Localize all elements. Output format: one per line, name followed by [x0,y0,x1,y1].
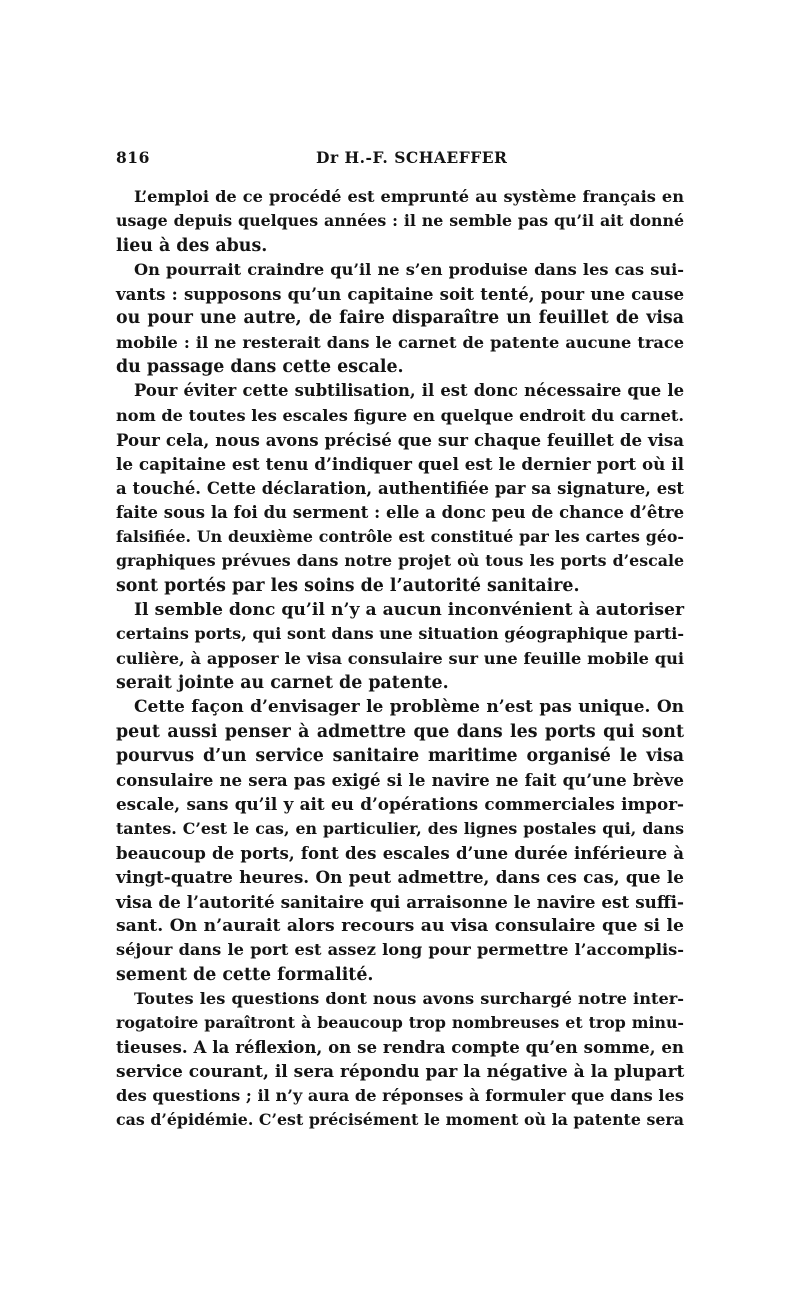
text-line: vingt-quatre heures. On peut admettre, dans ces cas, que le [116,867,684,888]
text-line: visa de l’autorité sanitaire qui arraisonne le navire est suffi- [116,891,684,912]
text-line: beaucoup de ports, font des escales d’une durée inférieure à [116,843,684,864]
paragraph [116,598,684,695]
text-line: usage depuis quelques années : il ne semble pas qu’il ait donné [116,211,684,231]
body-text [116,185,684,1133]
text-line: ou pour une autre, de faire disparaître un feuillet de visa [116,308,684,329]
text-line: cas d’épidémie. C’est précisément le moment où la patente sera [116,1110,684,1130]
text-line: peut aussi penser à admettre que dans les ports qui sont [116,721,684,742]
paragraph [116,695,684,987]
text-line: graphiques prévues dans notre projet où tous les ports d’escale [116,551,684,571]
text-line: des questions ; il n’y aura de réponses à formuler que dans les [116,1085,684,1105]
text-line: tantes. C’est le cas, en particulier, des lignes postales qui, dans [116,818,684,838]
paragraph [116,185,684,258]
paragraph [116,379,684,598]
text-line: lieu à des abus. [116,235,268,256]
text-line: culière, à apposer le visa consulaire sur une feuille mobile qui [116,648,684,668]
text-line: Pour cela, nous avons précisé que sur chaque feuillet de visa [116,429,684,450]
text-line: certains ports, qui sont dans une situation géographique parti- [116,624,684,644]
text-line: service courant, il sera répondu par la négative à la plupart [116,1061,685,1082]
text-line: rogatoire paraîtront à beaucoup trop nombreuses et trop minu- [116,1013,684,1033]
text-line: Toutes les questions dont nous avons surchargé notre inter- [134,988,684,1008]
text-line: L’emploi de ce procédé est emprunté au système français en [134,187,684,206]
text-line: escale, sans qu’il y ait eu d’opérations commerciales impor- [116,794,684,815]
text-line: mobile : il ne resterait dans le carnet de patente aucune trace [116,332,684,352]
text-line: séjour dans le port est assez long pour permettre l’accomplis- [116,940,684,960]
text-line: falsifiée. Un deuxième contrôle est constitué par les cartes géo- [116,527,684,547]
text-line: a touché. Cette déclaration, authentifiée par sa signature, est [116,478,684,498]
text-line: Cette façon d’envisager le problème n’est pas unique. On [134,697,684,718]
text-line: consulaire ne sera pas exigé si le navire ne fait qu’une brève [116,770,684,791]
text-line: Il semble donc qu’il n’y a aucun inconvénient à autoriser [134,600,684,621]
text-line: le capitaine est tenu d’indiquer quel est le dernier port où il [116,454,684,475]
text-line: sont portés par les soins de l’autorité sanitaire. [116,575,580,596]
text-line: Pour éviter cette subtilisation, il est donc nécessaire que le [134,381,684,401]
text-line: faite sous la foi du serment : elle a donc peu de chance d’être [116,502,684,522]
text-line: pourvus d’un service sanitaire maritime organisé le visa [116,745,684,766]
paragraph [116,258,684,379]
page-number: 816 [116,148,150,167]
text-line: tieuses. A la réflexion, on se rendra compte qu’en somme, en [116,1037,684,1058]
paragraph [116,987,684,1133]
text-line: nom de toutes les escales figure en quelque endroit du carnet. [116,405,684,425]
text-line: serait jointe au carnet de patente. [116,672,449,693]
running-head: Dr H.-F. SCHAEFFER [316,148,508,167]
text-line: sant. On n’aurait alors recours au visa consulaire que si le [116,915,684,936]
text-line: vants : supposons qu’un capitaine soit tenté, pour une cause [116,284,684,305]
text-line: sement de cette formalité. [116,964,374,985]
text-line: du passage dans cette escale. [116,357,404,378]
text-line: On pourrait craindre qu’il ne s’en produise dans les cas sui- [134,259,684,279]
